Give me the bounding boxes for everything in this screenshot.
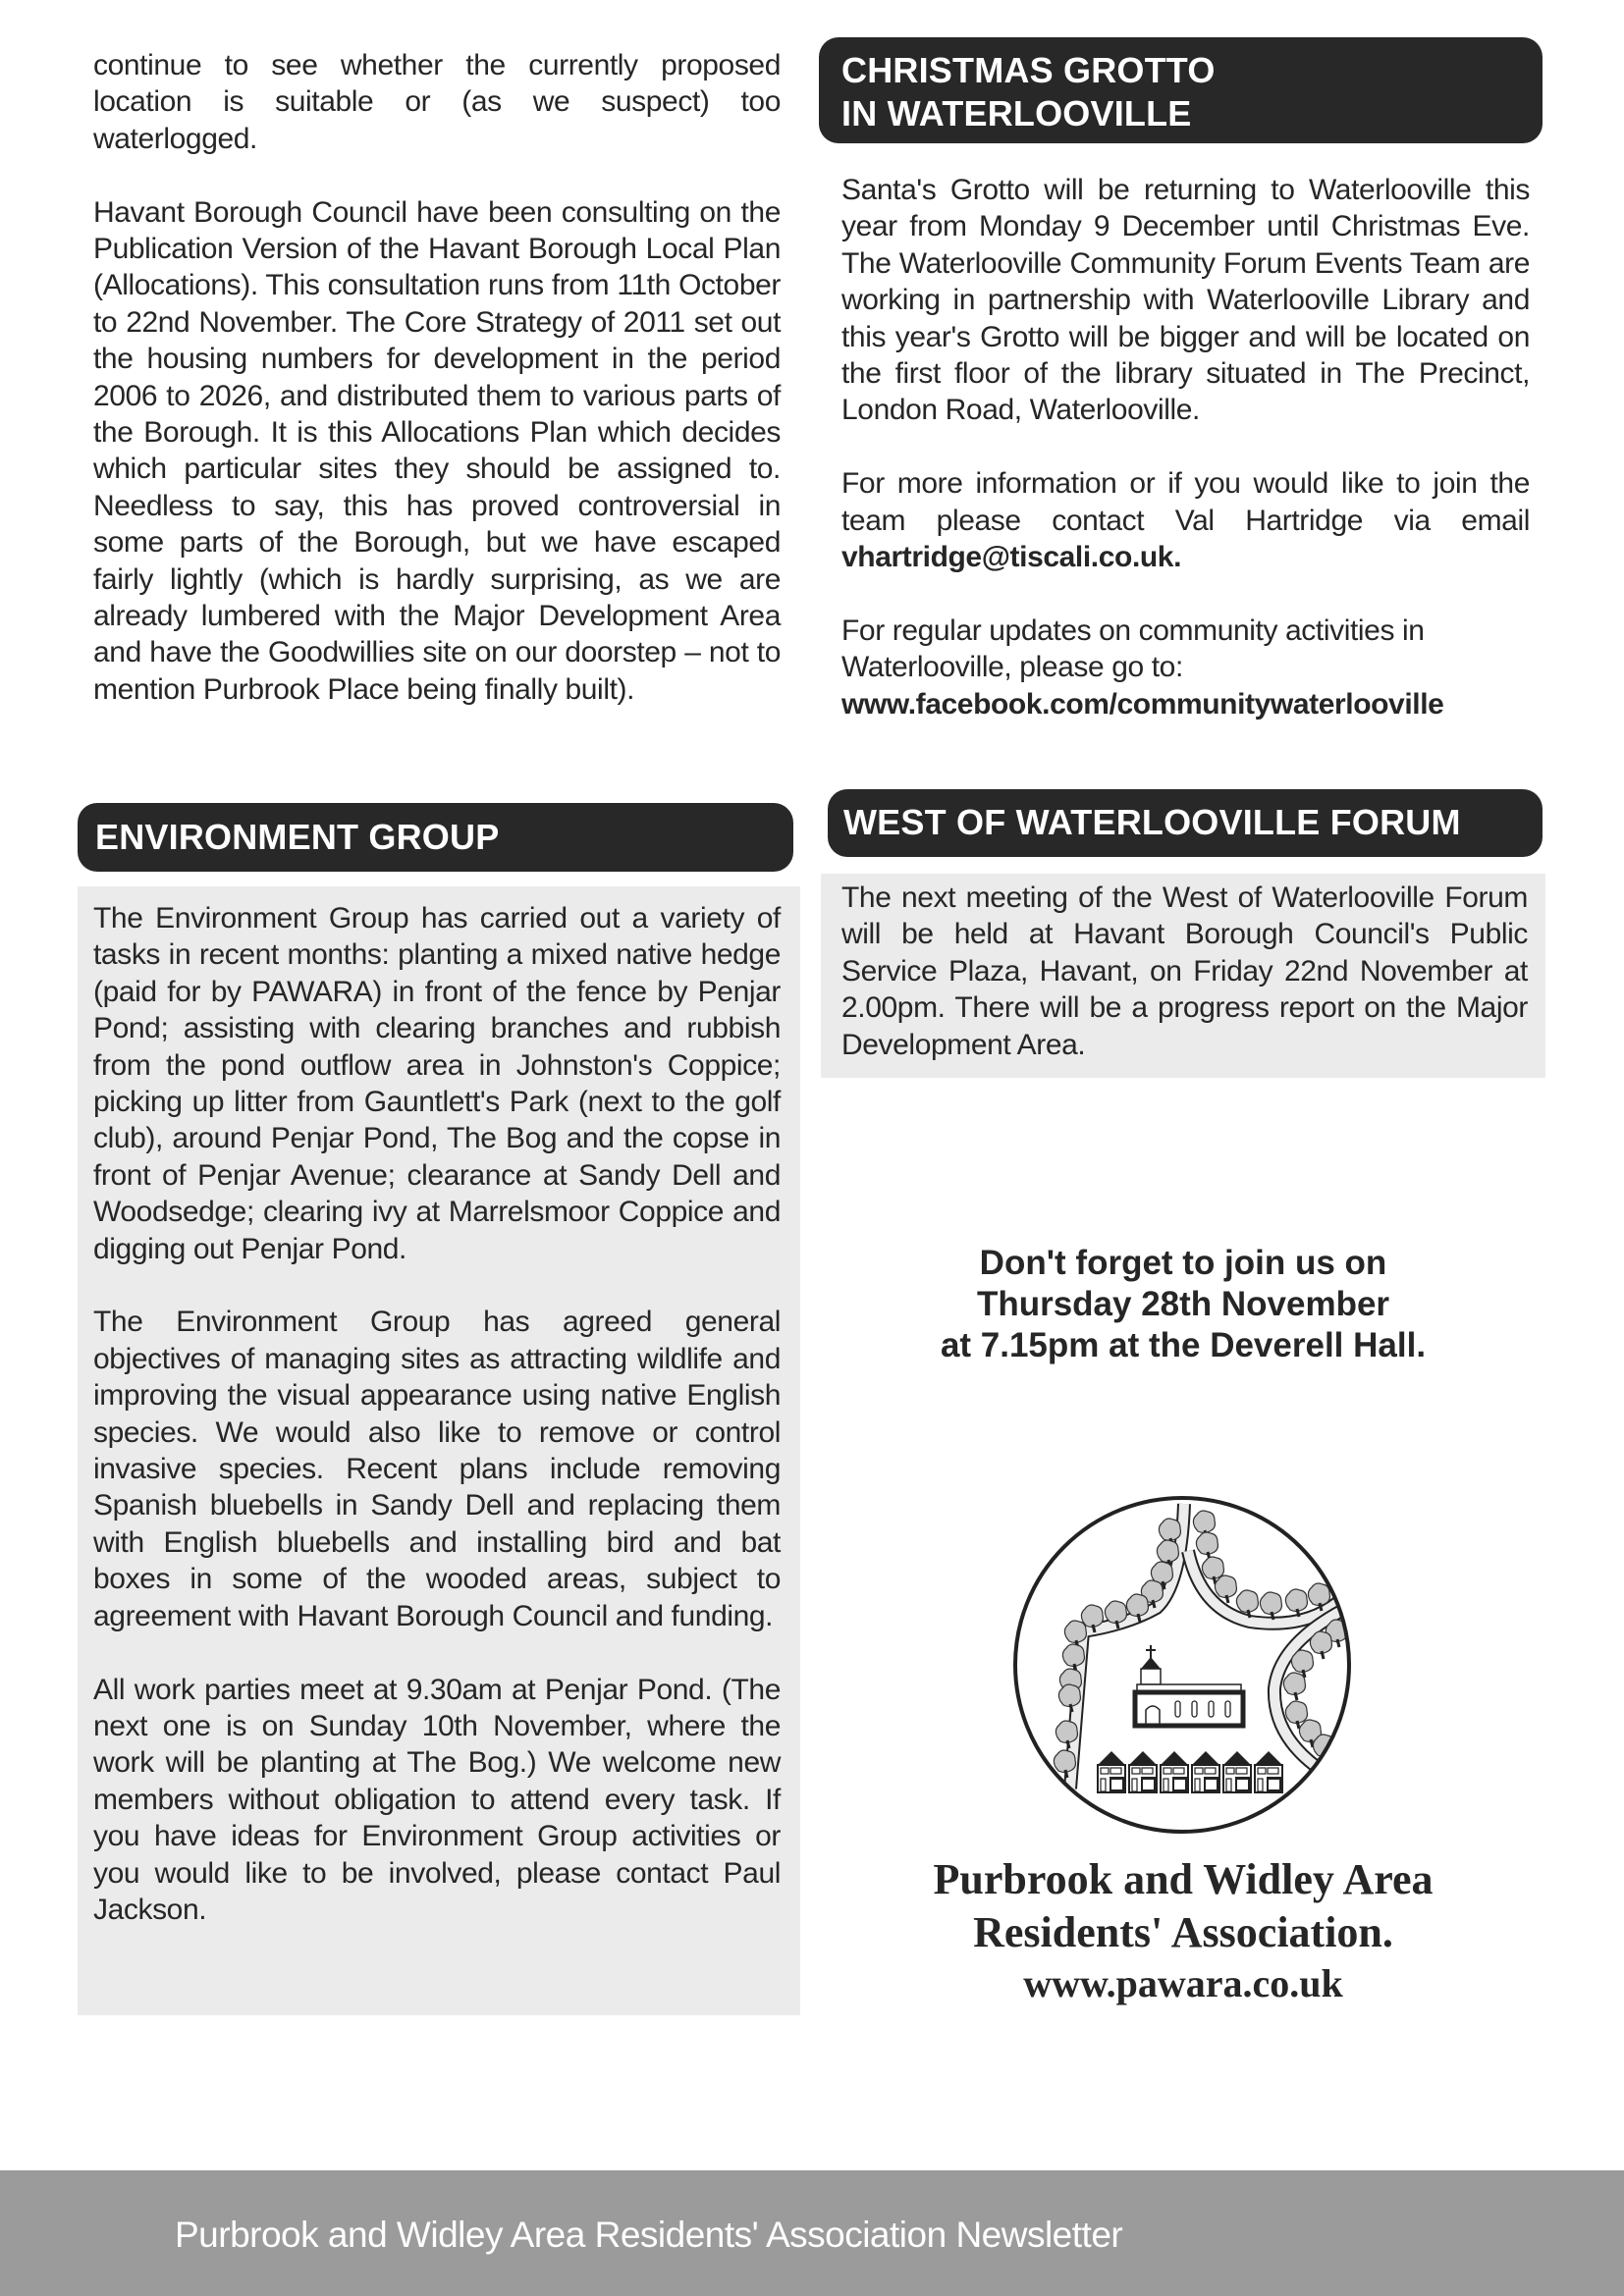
environment-group-box	[78, 886, 800, 2015]
grotto-contact-paragraph	[841, 465, 1530, 575]
notice-line: Thursday 28th November	[976, 1285, 1390, 1323]
newsletter-footer	[0, 2170, 1624, 2296]
section-title-line2: IN WATERLOOVILLE	[841, 93, 1192, 133]
association-name	[821, 1853, 1545, 2008]
west-forum-heading	[828, 789, 1543, 857]
west-forum-box	[821, 874, 1545, 1078]
grotto-paragraph: Santa's Grotto will be returning to Waterlooville this year from Monday 9 December until Christmas Eve. The Waterlooville Community Forum Events Team are working in partnership with Waterlooville Library and this year's Grotto will be bigger and will be located on the first floor of the library situated in The Precinct, London Road, Waterlooville.	[841, 174, 1530, 427]
environment-paragraph: The Environment Group has agreed general objectives of managing sites as attracting wildlife and improving the visual appearance using native English species. We would also like to remove or control invasive species. Recent plans include removing Spanish bluebells in Sandy Dell and replacing them with English bluebells and installing bird and bat boxes in some of the wooded areas, subject to agreement with Havant Borough Council and funding.	[93, 1306, 781, 1632]
section-title: WEST OF WATERLOOVILLE FORUM	[843, 802, 1461, 842]
updates-text: For regular updates on community activities in Waterlooville, please go to:	[841, 614, 1425, 684]
notice-line: at 7.15pm at the Deverell Hall.	[940, 1326, 1427, 1364]
intro-text	[93, 47, 781, 708]
christmas-grotto-heading	[819, 37, 1543, 143]
contact-text: For more information or if you would like to join the team please contact Val Hartridge via email	[841, 467, 1530, 537]
notice-line: Don't forget to join us on	[979, 1244, 1387, 1282]
facebook-link[interactable]: www.facebook.com/communitywaterlooville	[841, 687, 1444, 721]
intro-paragraph: continue to see whether the currently proposed location is suitable or (as we suspect) too waterlogged.	[93, 49, 781, 155]
intro-paragraph: Havant Borough Council have been consulting on the Publication Version of the Havant Borough Local Plan (Allocations). This consultation runs from 11th October to 22nd November. The Core Strategy of 2011 set out the housing numbers for development in the period 2006 to 2026, and distributed them to various parts of the Borough. It is this Allocations Plan which decides which particular sites they should be assigned to. Needless to say, this has proved controversial in some parts of the Borough, but we have escaped fairly lightly (which is hardly surprising, as we are already lumbered with the Major Development Area and have the Goodwillies site on our doorstep – not to mention Purbrook Place being finally built).	[93, 195, 781, 706]
section-title-line1: CHRISTMAS GROTTO	[841, 50, 1216, 90]
footer-title: Purbrook and Widley Area Residents' Association Newsletter	[175, 2215, 1123, 2255]
section-title: ENVIRONMENT GROUP	[95, 817, 500, 857]
pawara-logo-icon	[1009, 1492, 1355, 1838]
email-link[interactable]: vhartridge@tiscali.co.uk.	[841, 541, 1182, 574]
association-name-line2: Residents' Association.	[973, 1908, 1393, 1956]
environment-paragraph: All work parties meet at 9.30am at Penjar Pond. (The next one is on Sunday 10th November, where the work will be planting at The Bog.) We welcome new members without obligation to attend every task. If you have ideas for Environment Group activities or you would like to be involved, please contact Paul Jackson.	[93, 1673, 781, 1926]
west-forum-paragraph: The next meeting of the West of Waterlooville Forum will be held at Havant Borough Council's Public Service Plaza, Havant, on Friday 22nd November at 2.00pm. There will be a progress report on the Major Development Area.	[841, 881, 1528, 1061]
environment-paragraph: The Environment Group has carried out a variety of tasks in recent months: planting a mixed native hedge (paid for by PAWARA) in front of the fence by Penjar Pond; assisting with clearing branches and rubbish from the pond outflow area in Johnston's Coppice; picking up litter from Gauntlett's Park (next to the golf club), around Penjar Pond, The Bog and the copse in front of Penjar Avenue; clearance at Sandy Dell and Woodsedge; clearing ivy at Marrelsmoor Coppice and digging out Penjar Pond.	[93, 902, 781, 1265]
association-website-link[interactable]: www.pawara.co.uk	[1023, 1961, 1343, 2005]
environment-group-heading	[78, 803, 793, 872]
meeting-notice	[821, 1243, 1545, 1366]
christmas-grotto-text	[841, 172, 1530, 722]
grotto-updates-paragraph	[841, 613, 1530, 722]
association-name-line1: Purbrook and Widley Area	[933, 1855, 1434, 1903]
